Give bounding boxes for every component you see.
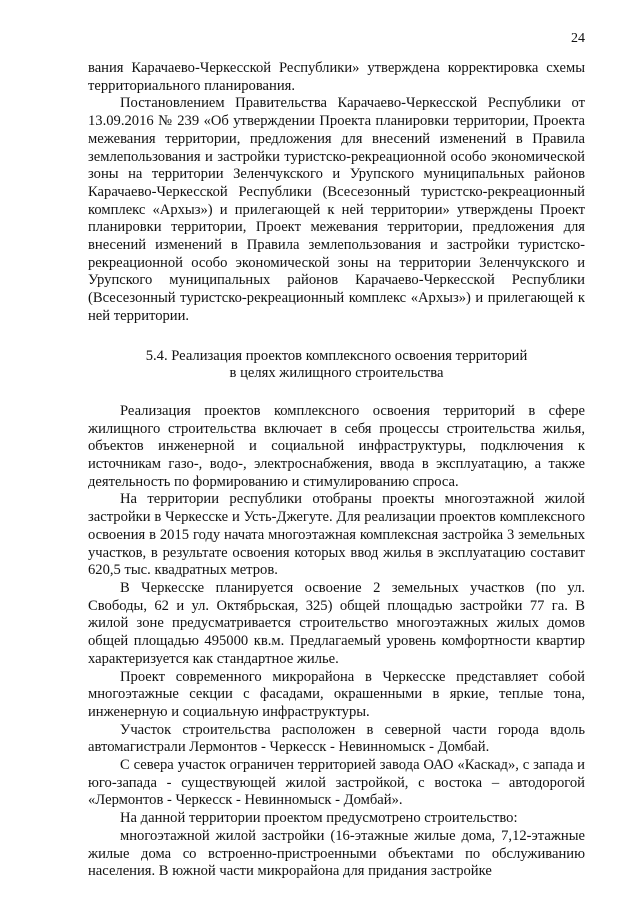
paragraph-construction-intro: На данной территории проектом предусмотрено строительство: (120, 810, 518, 827)
paragraph-projects: На территории республики отобраны проекты многоэтажной жилой застройки в Черкесске и Усть-Джегуте. Для реализации проектов комплексного освоения в 2015 году начата многоэтажная комплексная застройка 3 земельных участков, в результате освоения которых ввод жилья в эксплуатацию составит 620,5 тыс. квадратных метров. (88, 491, 585, 579)
document-page (88, 30, 585, 881)
paragraph-location: Участок строительства расположен в северной части города вдоль автомагистрали Лермонтов - Черкесск - Невинномыск - Домбай. (88, 721, 585, 756)
paragraph-intro: Реализация проектов комплексного освоения территорий в сфере жилищного строительства включает в себя процессы строительства жилья, объектов инженерной и социальной инфраструктуры, подключения к источникам газо-, водо-, электроснабжения, ввода в эксплуатацию, а также деятельность по формированию и стимулированию спроса. (88, 402, 585, 490)
paragraph-microdistrict: Проект современного микрорайона в Черкесске представляет собой многоэтажные секции с фасадами, окрашенными в яркие, теплые тона, инженерную и социальную инфраструктуры. (88, 668, 585, 720)
section-heading-line-2: в целях жилищного строительства (229, 365, 444, 382)
section-heading (88, 348, 585, 383)
paragraph-cherkessk: В Черкесске планируется освоение 2 земельных участков (по ул. Свободы, 62 и ул. Октябрьская, 325) общей площадью застройки 77 га. В жилой зоне предусматривается строительство многоэтажных жилых домов общей площадью 495000 кв.м. Предлагаемый уровень комфортности квартир характеризуется как стандартное жилье. (88, 579, 585, 667)
paragraph-continuation: вания Карачаево-Черкесской Республики» утверждена корректировка схемы территориального планирования. (88, 60, 585, 94)
section-heading-line-1: 5.4. Реализация проектов комплексного освоения территорий (145, 347, 528, 364)
page-number: 24 (571, 31, 585, 46)
paragraph-construction-details: многоэтажной жилой застройки (16-этажные жилые дома, 7,12-этажные жилые дома со встроенно-пристроенными объектами по обслуживанию населения. В южной части микрорайона для придания застройке (88, 827, 585, 880)
paragraph-resolution: Постановлением Правительства Карачаево-Черкесской Республики от 13.09.2016 № 239 «Об утверждении Проекта планировки территории, Проекта межевания территории, предложения для внесений изменений в Правила землепользования и застройки туристско-рекреационной особо экономической зоны на территории Зеленчукского и Урупского муниципальных районов Карачаево-Черкесской Республики (Всесезонный туристско-рекреационный комплекс «Архыз») и прилегающей к ней территории» утверждены Проект планировки территории, Проект межевания территории, предложения для внесений изменений в Правила землепользования и застройки туристско-рекреационной особо экономической зоны на территории Зеленчукского и Урупского муниципальных районов Карачаево-Черкесской Республики (Всесезонный туристско-рекреационный комплекс «Архыз») и прилегающей к ней территории. (88, 95, 585, 324)
paragraph-boundaries: С севера участок ограничен территорией завода ОАО «Каскад», с запада и юго-запада - существующей жилой застройкой, с востока – автодорогой «Лермонтов - Черкесск - Невинномыск - Домбай». (88, 757, 585, 809)
